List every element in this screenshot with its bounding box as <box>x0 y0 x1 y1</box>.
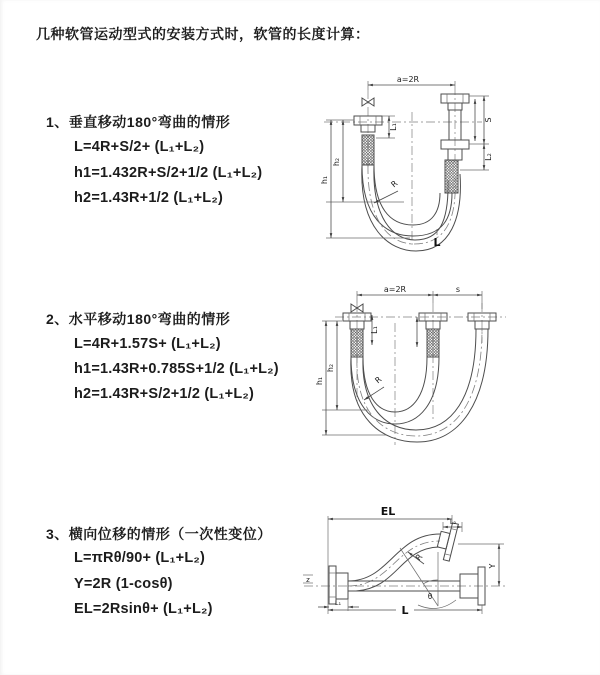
lateral-offset-diagram <box>300 502 600 647</box>
horizontal-bend-diagram <box>310 283 600 453</box>
dim-label-length: L <box>401 604 409 617</box>
dim-label-h1: h₁ <box>320 175 329 185</box>
section-2-formula-L: L=4R+1.57S+ (L₁+L₂) <box>74 336 221 352</box>
section-1-formula-h1: h1=1.432R+S/2+1/2 (L₁+L₂) <box>74 165 263 181</box>
dim-label-span: a=2R <box>396 75 420 84</box>
section-3-heading: 3、横向位移的情形（一次性变位） <box>46 526 272 542</box>
section-1-formula-L: L=4R+S/2+ (L₁+L₂) <box>74 139 205 155</box>
section-3-formula-Y: Y=2R (1-cosθ) <box>74 576 173 592</box>
dim-label-fitting1: L₁ <box>334 599 342 607</box>
dim-label-fitting2: L₂ <box>449 518 457 526</box>
dim-label-length: L <box>433 236 441 249</box>
dim-label-radius: R <box>373 374 384 386</box>
dim-label-radius: R <box>389 178 400 190</box>
section-1-formula-h2: h2=1.43R+1/2 (L₁+L₂) <box>74 190 224 206</box>
dim-label-travel: S <box>484 117 493 123</box>
left-end-fitting <box>354 116 382 165</box>
dimensions <box>303 515 504 614</box>
section-1-heading: 1、垂直移动180°弯曲的情形 <box>46 114 231 130</box>
section-2-formula-h2: h2=1.43R+S/2+1/2 (L₁+L₂) <box>74 386 255 402</box>
dim-label-fitting1: L₁ <box>370 326 379 334</box>
centerlines <box>304 541 506 586</box>
dim-label-fitting1: L₁ <box>389 123 398 131</box>
dim-label-offset: Y <box>488 563 497 569</box>
left-end-fitting <box>343 313 371 357</box>
centerlines <box>335 303 506 445</box>
middle-end-fitting <box>419 313 447 357</box>
dim-label-h2: h₂ <box>332 157 341 167</box>
hose-body <box>351 329 488 442</box>
vertical-bend-diagram <box>300 70 590 260</box>
dim-label-theta: θ <box>427 592 433 601</box>
dim-label-radius: R <box>413 552 425 563</box>
dim-label-span: a=2R <box>383 285 407 294</box>
dimensions <box>326 81 489 238</box>
dim-label-h2: h₂ <box>326 363 335 373</box>
section-3-formula-L: L=πRθ/90+ (L₁+L₂) <box>74 550 206 566</box>
valve-icon <box>362 98 374 106</box>
section-3-formula-EL: EL=2Rsinθ+ (L₁+L₂) <box>74 601 213 617</box>
dim-label-h1: h₁ <box>315 376 324 386</box>
dim-label-el: EL <box>380 505 396 518</box>
section-2-heading: 2、水平移动180°弯曲的情形 <box>46 311 231 327</box>
page-title: 几种软管运动型式的安装方式时，软管的长度计算： <box>36 26 370 42</box>
dim-label-travel: s <box>455 285 461 294</box>
dim-label-fitting2: L₂ <box>484 153 493 161</box>
datum-mark: z <box>306 576 310 584</box>
section-2-formula-h1: h1=1.43R+0.785S+1/2 (L₁+L₂) <box>74 361 279 377</box>
